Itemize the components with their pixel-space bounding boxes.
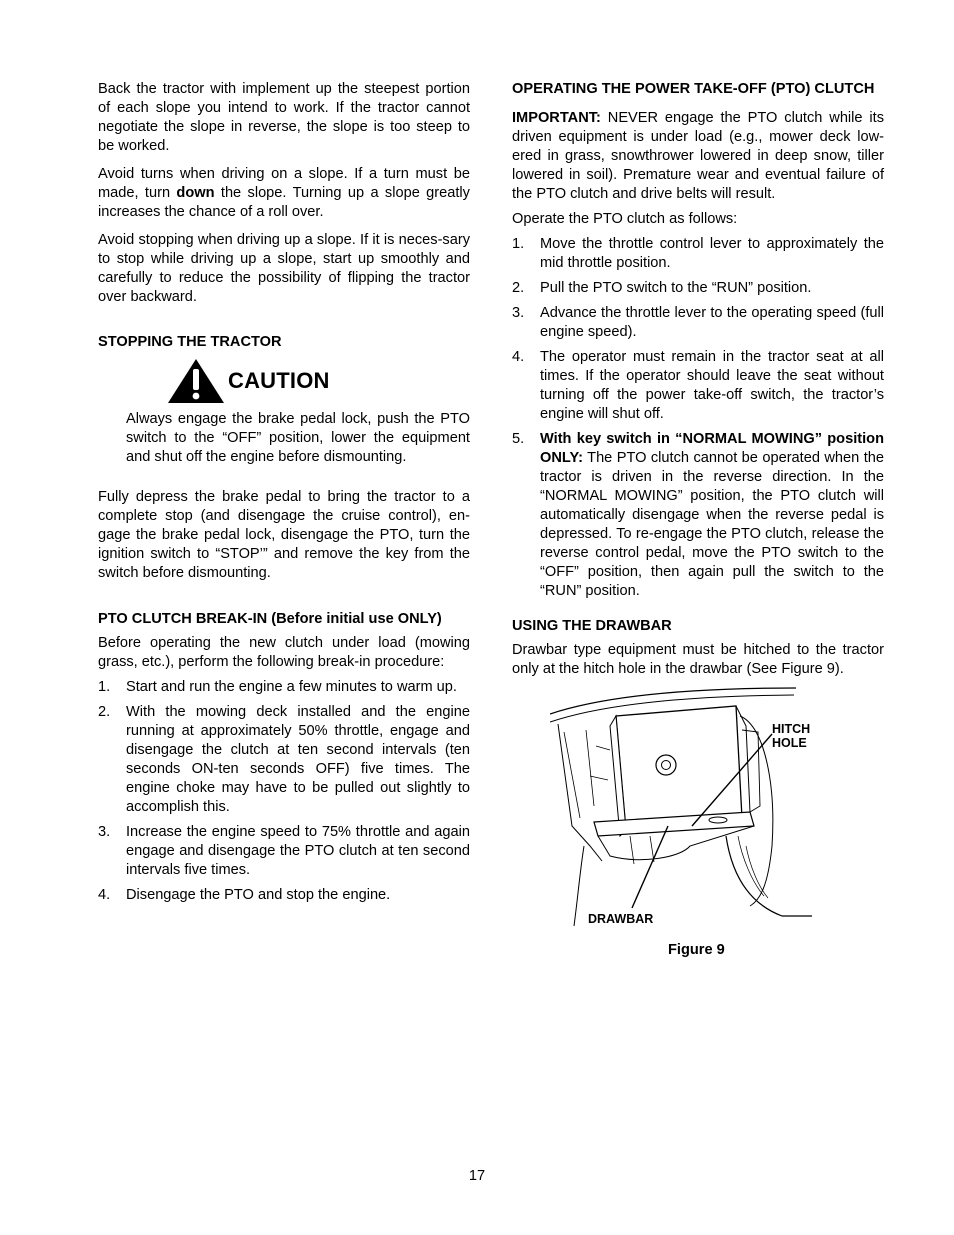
heading-stopping-tractor: STOPPING THE TRACTOR — [98, 334, 282, 350]
right-column — [512, 80, 884, 679]
break-in-steps — [98, 678, 470, 905]
list-item: 2. With the mowing deck installed and the engine running at approximately 50% throttle, engage and disengage the clutch at ten second intervals (ten seconds ON-ten seconds OFF) five times. The engine choke may have to be pulled out slightly to accomplish this. — [98, 704, 470, 815]
list-item: 1. Move the throttle control lever to approximately the mid throttle position. — [512, 236, 884, 271]
break-in-intro: Before operating the new clutch under load (mowing grass, etc.), perform the following break-in procedure: — [98, 635, 470, 670]
important-paragraph: IMPORTANT: NEVER engage the PTO clutch while its driven equipment is under load (e.g., mower deck low-ered in grass, snowthrower lowered in deep snow, tiller lowered in soil). Premature wear and eventual failure of the PTO clutch and drive belts will result. — [512, 110, 884, 202]
figure-drawbar-illustration — [550, 686, 815, 931]
label-hitch: HITCH — [772, 722, 811, 736]
page-number: 17 — [468, 1168, 486, 1184]
stopping-paragraph: Fully depress the brake pedal to bring the tractor to a complete stop (and disengage the cruise control), en-gage the brake pedal lock, disengage the PTO, turn the ignition switch to “STOP’” and remove the key from the switch before dismounting. — [98, 489, 470, 581]
heading-using-drawbar: USING THE DRAWBAR — [512, 618, 672, 634]
warning-triangle-icon — [167, 358, 225, 404]
slope-paragraph-1: Back the tractor with implement up the steepest portion of each slope you intend to work. If the tractor cannot negotiate the slope in reverse, the slope is too steep to be worked. — [98, 81, 470, 154]
emphasis-down: down — [176, 185, 215, 201]
slope-paragraph-2: Avoid turns when driving on a slope. If a turn must be made, turn down the slope. Turning up a slope greatly increases the chance of a roll over. — [98, 166, 470, 220]
figure-caption: Figure 9 — [668, 942, 725, 958]
operate-intro: Operate the PTO clutch as follows: — [512, 211, 738, 227]
list-item: 2. Pull the PTO switch to the “RUN” position. — [512, 280, 812, 296]
label-drawbar: DRAWBAR — [588, 912, 654, 926]
drawbar-paragraph: Drawbar type equipment must be hitched to the tractor only at the hitch hole in the drawbar (See Figure 9). — [512, 642, 884, 677]
list-item: 3. Increase the engine speed to 75% throttle and again engage and disengage the PTO clutch at ten second intervals five times. — [98, 824, 470, 878]
important-label: IMPORTANT: — [512, 110, 601, 126]
caution-title: CAUTION — [228, 368, 330, 393]
list-item: 4. Disengage the PTO and stop the engine. — [98, 887, 391, 903]
list-item: 5. With key switch in “NORMAL MOWING” position ONLY: The PTO clutch cannot be operated when the tractor is driven in the reverse direction. In the “NORMAL MOWING” position, the PTO clutch will automatically disengage when the reverse pedal is depressed. To re-engage the PTO clutch, release the reverse control pedal, move the PTO switch to the “OFF” position, then again pull the switch to the “RUN” position. — [512, 431, 884, 599]
slope-paragraph-3: Avoid stopping when driving up a slope. If it is neces-sary to stop while driving up a slope, start up smoothly and carefully to reduce the possibility of flipping the tractor over backward. — [98, 232, 470, 305]
list-item: 3. Advance the throttle lever to the operating speed (full engine speed). — [512, 305, 884, 340]
pto-steps — [512, 235, 884, 601]
list-item: 1. Start and run the engine a few minutes to warm up. — [98, 679, 457, 695]
caution-text: Always engage the brake pedal lock, push the PTO switch to the “OFF” position, lower the equipment and shut off the engine before dismounting. — [126, 411, 470, 465]
label-hole: HOLE — [772, 736, 807, 750]
left-column — [98, 80, 470, 905]
heading-operating-pto: OPERATING THE POWER TAKE-OFF (PTO) CLUTCH — [512, 81, 875, 97]
list-item: 4. The operator must remain in the tractor seat at all times. If the operator should leave the seat without turning off the power take-off switch, the tractor’s engine will shut off. — [512, 349, 884, 422]
heading-pto-break-in: PTO CLUTCH BREAK-IN (Before initial use ONLY) — [98, 611, 442, 627]
caution-banner — [98, 358, 470, 404]
